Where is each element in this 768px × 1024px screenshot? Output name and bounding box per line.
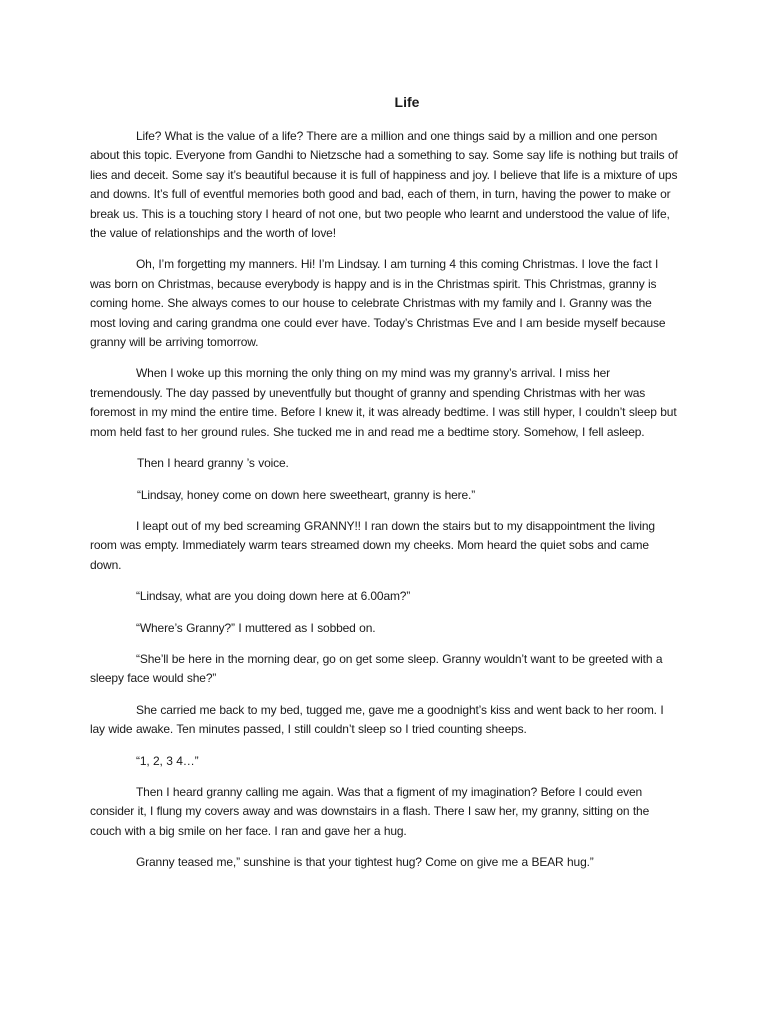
document-title: Life [394, 94, 420, 110]
paragraph-bear-hug: Granny teased me,” sunshine is that your tightest hug? Come on give me a BEAR hug.” [136, 855, 594, 870]
paragraph-granny-voice: Then I heard granny ’s voice. [137, 456, 289, 471]
paragraph-mom-question: “Lindsay, what are you doing down here at 6.00am?” [136, 589, 411, 604]
paragraph-lindsay-intro: Oh, I’m forgetting my manners. Hi! I’m Lindsay. I am turning 4 this coming Christmas. I love the fact I was born on Christmas, because everybody is happy and is in the Christmas spirit. This Christmas, granny is coming home. She always comes to our house to celebrate Christmas with my family and I. Granny was the most loving and caring grandma one could ever have. Today’s Christmas Eve and I am beside myself because granny will be arriving tomorrow. [90, 257, 666, 350]
paragraph-granny-call: “Lindsay, honey come on down here sweetheart, granny is here.” [137, 487, 476, 502]
paragraph-morning: When I woke up this morning the only thing on my mind was my granny’s arrival. I miss her tremendously. The day passed by uneventfully but thought of granny and spending Christmas with her was foremost in my mind the entire time. Before I knew it, it was already bedtime. I was still hyper, I couldn’t sleep but mom held fast to her ground rules. She tucked me in and read me a bedtime story. Somehow, I fell asleep. [90, 366, 677, 439]
paragraph-back-to-bed: She carried me back to my bed, tugged me, gave me a goodnight’s kiss and went back to her room. I lay wide awake. Ten minutes passed, I still couldn’t sleep so I tried counting sheeps. [90, 702, 664, 737]
paragraph-granny-arrives: Then I heard granny calling me again. Was that a figment of my imagination? Before I could even consider it, I flung my covers away and was downstairs in a flash. There I saw her, my granny, sitting on the couch with a big smile on her face. I ran and gave her a hug. [90, 784, 650, 838]
paragraph-mom-reply: “She’ll be here in the morning dear, go on get some sleep. Granny wouldn’t want to be greeted with a sleepy face would she?” [90, 651, 663, 686]
document-body [90, 127, 680, 885]
paragraph-leapt: I leapt out of my bed screaming GRANNY!! I ran down the stairs but to my disappointment the living room was empty. Immediately warm tears streamed down my cheeks. Mom heard the quiet sobs and came down. [90, 518, 655, 572]
paragraph-where-granny: “Where’s Granny?” I muttered as I sobbed on. [136, 620, 376, 635]
paragraph-intro: Life? What is the value of a life? There are a million and one things said by a million and one person about this topic. Everyone from Gandhi to Nietzsche had a something to say. Some say life is nothing but trails of lies and deceit. Some say it’s beautiful because it is full of happiness and joy. I believe that life is a mixture of ups and downs. It’s full of eventful memories both good and bad, each of them, in turn, having the power to make or break us. This is a touching story I heard of not one, but two people who learnt and understood the value of life, the value of relationships and the worth of love! [90, 129, 678, 241]
paragraph-counting: “1, 2, 3 4…” [136, 753, 199, 768]
